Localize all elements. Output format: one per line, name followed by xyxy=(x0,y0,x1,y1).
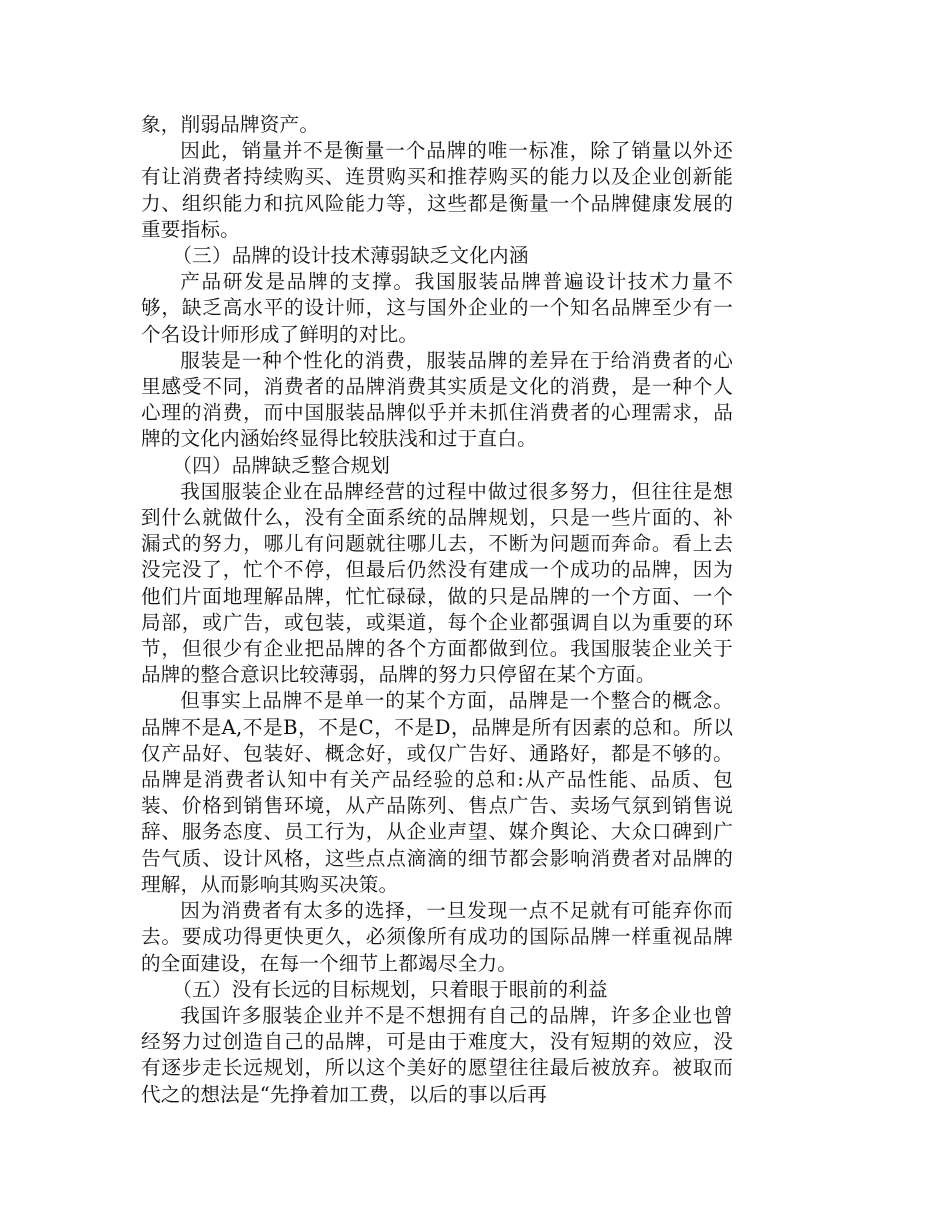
paragraph-long-term-planning: 我国许多服装企业并不是不想拥有自己的品牌，许多企业也曾经努力过创造自己的品牌，可是由于难度大，没有短期的效应，没有逐步走长远规划，所以这个美好的愿望往往最后被放弃。被取而代之的想法是“先挣着加工费，以后的事以后再 xyxy=(141,1003,733,1106)
paragraph-brand-integration: 但事实上品牌不是单一的某个方面，品牌是一个整合的概念。品牌不是A,不是B，不是C，不是D，品牌是所有因素的总和。所以仅产品好、包装好、概念好，或仅广告好、通路好，都是不够的。品牌是消费者认知中有关产品经验的总和:从产品性能、品质、包装、价格到销售环境，从产品陈列、售点广告、卖场气氛到销售说辞、服务态度、员工行为，从企业声望、媒介舆论、大众口碑到广告气质、设计风格，这些点点滴滴的细节都会影响消费者对品牌的理解，从而影响其购买决策。 xyxy=(141,689,733,896)
document-body xyxy=(141,112,733,1108)
paragraph-product-rd: 产品研发是品牌的支撑。我国服装品牌普遍设计技术力量不够，缺乏高水平的设计师，这与国外企业的一个知名品牌至少有一个名设计师形成了鲜明的对比。 xyxy=(141,270,733,346)
section-heading-4: （四）品牌缺乏整合规划 xyxy=(172,453,391,477)
paragraph-consumer-choice: 因为消费者有太多的选择，一旦发现一点不足就有可能弃你而去。要成功得更快更久，必须像所有成功的国际品牌一样重视品牌的全面建设，在每一个细节上都竭尽全力。 xyxy=(141,899,733,975)
paragraph-personalized-consumption: 服装是一种个性化的消费，服装品牌的差异在于给消费者的心里感受不同，消费者的品牌消费其实质是文化的消费，是一种个人心理的消费，而中国服装品牌似乎并未抓住消费者的心理需求，品牌的文化内涵始终显得比较肤浅和过于直白。 xyxy=(141,348,733,451)
paragraph-sales-standard: 因此，销量并不是衡量一个品牌的唯一标准，除了销量以外还有让消费者持续购买、连贯购买和推荐购买的能力以及企业创新能力、组织能力和抗风险能力等，这些都是衡量一个品牌健康发展的重要指标。 xyxy=(141,139,733,241)
paragraph-brand-efforts: 我国服装企业在品牌经营的过程中做过很多努力，但往往是想到什么就做什么，没有全面系统的品牌规划，只是一些片面的、补漏式的努力，哪儿有问题就往哪儿去，不断为问题而奔命。看上去没完没了，忙个不停，但最后仍然没有建成一个成功的品牌，因为他们片面地理解品牌，忙忙碌碌，做的只是品牌的一个方面、一个局部，或广告，或包装，或渠道，每个企业都强调自以为重要的环节，但很少有企业把品牌的各个方面都做到位。我国服装企业关于品牌的整合意识比较薄弱，品牌的努力只停留在某个方面。 xyxy=(141,479,733,687)
section-heading-3: （三）品牌的设计技术薄弱缺乏文化内涵 xyxy=(172,244,529,268)
section-heading-5: （五）没有长远的目标规划，只着眼于眼前的利益 xyxy=(172,977,608,1001)
paragraph-continuation: 象，削弱品牌资产。 xyxy=(141,113,320,136)
